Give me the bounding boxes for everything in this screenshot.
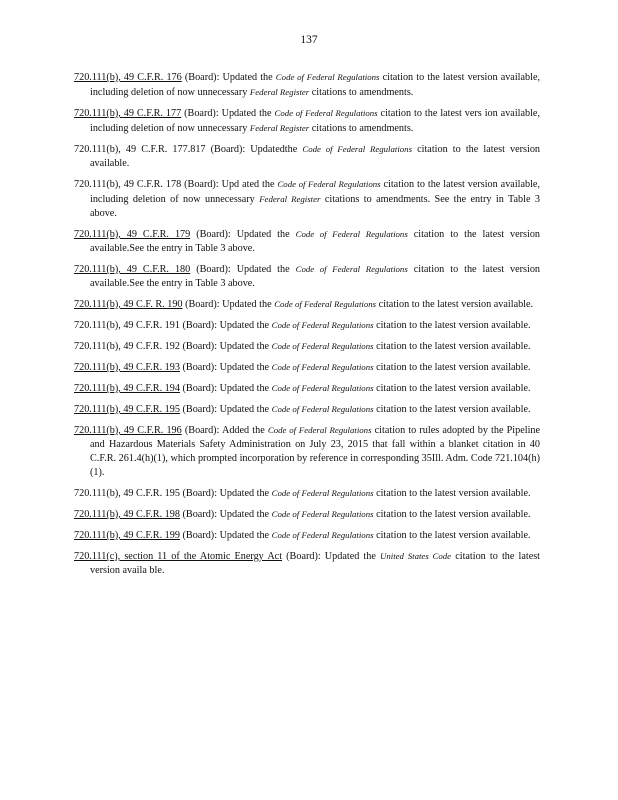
entry-text: Updated the — [236, 229, 290, 240]
entry-italic-title: Code of Federal Regulations — [271, 530, 374, 540]
entry-agency: (Board): — [182, 362, 218, 373]
entry-text: Updated the — [222, 299, 272, 310]
entry-text: citation to the latest version available. — [378, 299, 534, 310]
entry-agency: (Board): — [182, 341, 218, 352]
entry-agency: (Board): — [196, 229, 231, 240]
entry-italic-title: Code of Federal Regulations — [271, 383, 374, 393]
entry-citation: 720.111(b), 49 C.F.R. 178 — [74, 179, 182, 190]
entry-citation: 720.111(b), 49 C.F.R. 176 — [74, 72, 182, 83]
entry-text: citation to the latest version available. — [90, 144, 541, 169]
entry — [74, 227, 540, 256]
entry-citation: 720.111(b), 49 C.F.R. 192 — [74, 341, 180, 352]
entry-text: citation to the latest version available. — [376, 383, 531, 394]
entry-italic-title: Code of Federal Regulations — [302, 144, 412, 154]
entry-text: Upd ated the — [221, 179, 275, 190]
entry-text: citation to the latest version available. — [376, 362, 531, 373]
entry-text: Updated the — [221, 108, 272, 119]
entry — [74, 142, 540, 171]
entry-citation: 720.111(b), 49 C.F.R. 195 — [74, 404, 180, 415]
entry-text: citation to the latest version availa ble. — [90, 551, 541, 576]
entry-text: citation to the latest version available. — [376, 320, 531, 331]
entry-agency: (Board): — [182, 404, 218, 415]
entry-agency: (Board): — [184, 72, 220, 83]
entry — [74, 507, 540, 522]
entry — [74, 360, 540, 375]
entry — [74, 318, 540, 333]
entry-citation: 720.111(b), 49 C.F.R. 177.817 — [74, 144, 206, 155]
entry-text: Updated the — [219, 530, 270, 541]
entry-italic-title: Code of Federal Regulations — [267, 425, 372, 435]
entry-text: citation to the latest version available, including deletion of now unnecessary — [90, 179, 540, 205]
entry-text: citation to the latest vers ion available, including deletion of now unnecessary — [90, 108, 540, 134]
entry-italic-title: Federal Register — [249, 123, 310, 133]
entry-citation: 720.111(b), 49 C.F.R. 196 — [74, 425, 182, 436]
entry-text: Updated the — [219, 362, 270, 373]
entry-text: citation to the latest version available. — [376, 509, 531, 520]
entry-text: citations to amendments. See the entry in Table 3 above. — [90, 194, 541, 219]
entry-agency: (Board): — [184, 108, 219, 119]
entry-text: citation to the latest version available. — [376, 404, 531, 415]
entry-italic-title: Code of Federal Regulations — [277, 179, 381, 189]
entry-italic-title: Federal Register — [249, 87, 310, 97]
entry-italic-title: Federal Register — [259, 194, 321, 204]
entry-text: citations to amendments. — [311, 123, 414, 134]
entry-italic-title: Code of Federal Regulations — [271, 320, 374, 330]
page-number: 137 — [300, 34, 318, 46]
entry-italic-title: Code of Federal Regulations — [274, 299, 377, 309]
entry-citation: 720.111(c), section 11 of the Atomic Energy Act — [74, 551, 283, 562]
entry-text: citation to the latest version available, including deletion of now unnecessary — [90, 72, 541, 98]
entry-text: Updated the — [222, 72, 273, 83]
entry-agency: (Board): — [185, 299, 220, 310]
entry-text: Updated the — [324, 551, 376, 562]
entry-agency: (Board): — [196, 264, 231, 275]
entry — [74, 177, 540, 221]
entry-citation: 720.111(b), 49 C.F.R. 179 — [74, 229, 191, 240]
entry-text: Updated the — [236, 264, 290, 275]
entry — [74, 381, 540, 396]
entry-italic-title: Code of Federal Regulations — [274, 108, 378, 118]
entry-agency: (Board): — [184, 179, 219, 190]
entry-text: Updated the — [219, 509, 270, 520]
entry — [74, 549, 540, 578]
entries-list — [74, 70, 540, 584]
entry-text: citation to the latest version available.See the entry in Table 3 above. — [90, 229, 541, 254]
entry — [74, 262, 540, 291]
entry — [74, 423, 540, 480]
entry-agency: (Board): — [182, 509, 218, 520]
entry-text: Added the — [221, 425, 265, 436]
entry-italic-title: Code of Federal Regulations — [271, 362, 374, 372]
entry-text: citation to the latest version available. — [376, 488, 531, 499]
entry-italic-title: Code of Federal Regulations — [295, 264, 408, 274]
entry-citation: 720.111(b), 49 C.F.R. 191 — [74, 320, 180, 331]
entry — [74, 402, 540, 417]
entry — [74, 486, 540, 501]
entry-italic-title: Code of Federal Regulations — [275, 72, 380, 82]
entry — [74, 528, 540, 543]
entry-agency: (Board): — [182, 320, 218, 331]
entry-text: Updatedthe — [250, 144, 298, 155]
entry-text: Updated the — [219, 320, 270, 331]
entry-text: citation to rules adopted by the Pipeline and Hazardous Materials Safety Administration on July 23, 2015 that fall within a blanket citation in 40 C.F.R. 261.4(h)(1), which prompted incorporation by reference in corresponding 35Ill. Adm. Code 721.104(h)(1). — [90, 425, 541, 478]
entry-citation: 720.111(b), 49 C.F.R. 195 — [74, 488, 180, 499]
entry-text: Updated the — [219, 488, 270, 499]
entry-agency: (Board): — [182, 530, 218, 541]
entry-italic-title: Code of Federal Regulations — [271, 488, 374, 498]
entry — [74, 297, 540, 312]
entry-citation: 720.111(b), 49 C.F.R. 194 — [74, 383, 180, 394]
entry-italic-title: United States Code — [380, 551, 452, 561]
entry-citation: 720.111(b), 49 C.F.R. 199 — [74, 530, 180, 541]
entry-italic-title: Code of Federal Regulations — [295, 229, 408, 239]
entry-italic-title: Code of Federal Regulations — [271, 509, 374, 519]
entry — [74, 339, 540, 354]
entry-agency: (Board): — [184, 425, 220, 436]
entry-agency: (Board): — [286, 551, 321, 562]
entry-text: citations to amendments. — [311, 87, 414, 98]
entry-agency: (Board): — [210, 144, 246, 155]
entry-text: Updated the — [219, 341, 270, 352]
entry-citation: 720.111(b), 49 C.F.R. 198 — [74, 509, 180, 520]
entry-citation: 720.111(b), 49 C.F.R. 193 — [74, 362, 180, 373]
entry-text: citation to the latest version available. — [376, 341, 531, 352]
entry-text: Updated the — [219, 404, 270, 415]
entry-italic-title: Code of Federal Regulations — [271, 341, 374, 351]
entry-text: Updated the — [219, 383, 270, 394]
entry-italic-title: Code of Federal Regulations — [271, 404, 374, 414]
entry-citation: 720.111(b), 49 C.F. R. 190 — [74, 299, 183, 310]
entry — [74, 70, 540, 100]
entry-citation: 720.111(b), 49 C.F.R. 180 — [74, 264, 191, 275]
entry-agency: (Board): — [182, 488, 218, 499]
entry-agency: (Board): — [182, 383, 218, 394]
entry-text: citation to the latest version available. — [376, 530, 531, 541]
entry — [74, 106, 540, 136]
entry-text: citation to the latest version available.See the entry in Table 3 above. — [90, 264, 541, 289]
entry-citation: 720.111(b), 49 C.F.R. 177 — [74, 108, 182, 119]
